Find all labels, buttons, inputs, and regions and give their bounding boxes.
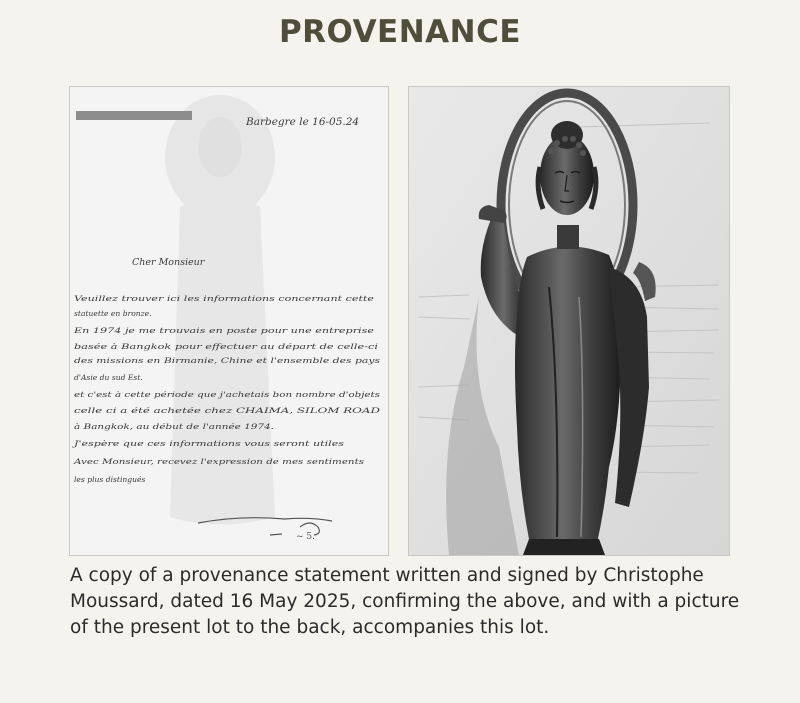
letter-line: Avec Monsieur, recevez l'expression de mes sentiments: [72, 457, 365, 466]
letter-line: J'espère que ces informations vous seront utiles: [71, 439, 345, 448]
provenance-caption: A copy of a provenance statement written and signed by Christophe Moussard, dated 16 May 2025, confirming the above, and with a picture of the present lot to the back, accompanies this lot.: [70, 565, 740, 638]
letter-salutation: Cher Monsieur: [132, 257, 205, 268]
letter-line: à Bangkok, au début de l'année 1974.: [74, 422, 274, 431]
provenance-letter-image: [69, 86, 389, 556]
letter-line: les plus distingués: [74, 475, 146, 484]
letter-line: des missions en Birmanie, Chine et l'ensemble des pays: [74, 356, 381, 365]
letter-line: En 1974 je me trouvais en poste pour une entreprise: [72, 326, 375, 335]
letter-line: et c'est à cette période que j'achetais bon nombre d'objets: [74, 390, 381, 399]
letter-line: d'Asie du sud Est.: [74, 373, 143, 382]
redaction-bar: [76, 111, 192, 120]
letter-dateline: Barbegre le 16-05.24: [246, 116, 360, 128]
page-title: PROVENANCE: [278, 14, 522, 50]
letter-line: basée à Bangkok pour effectuer au départ de celle-ci: [74, 342, 379, 351]
letter-line: celle ci a été achetée chez CHAIMA, SILOM ROAD: [74, 406, 380, 415]
letter-signature: ~ 5.: [296, 532, 315, 542]
letter-line: Veuillez trouver ici les informations concernant cette: [74, 294, 375, 303]
letter-line: statuette en bronze.: [74, 309, 152, 318]
buddha-statue-photo: [408, 86, 730, 556]
